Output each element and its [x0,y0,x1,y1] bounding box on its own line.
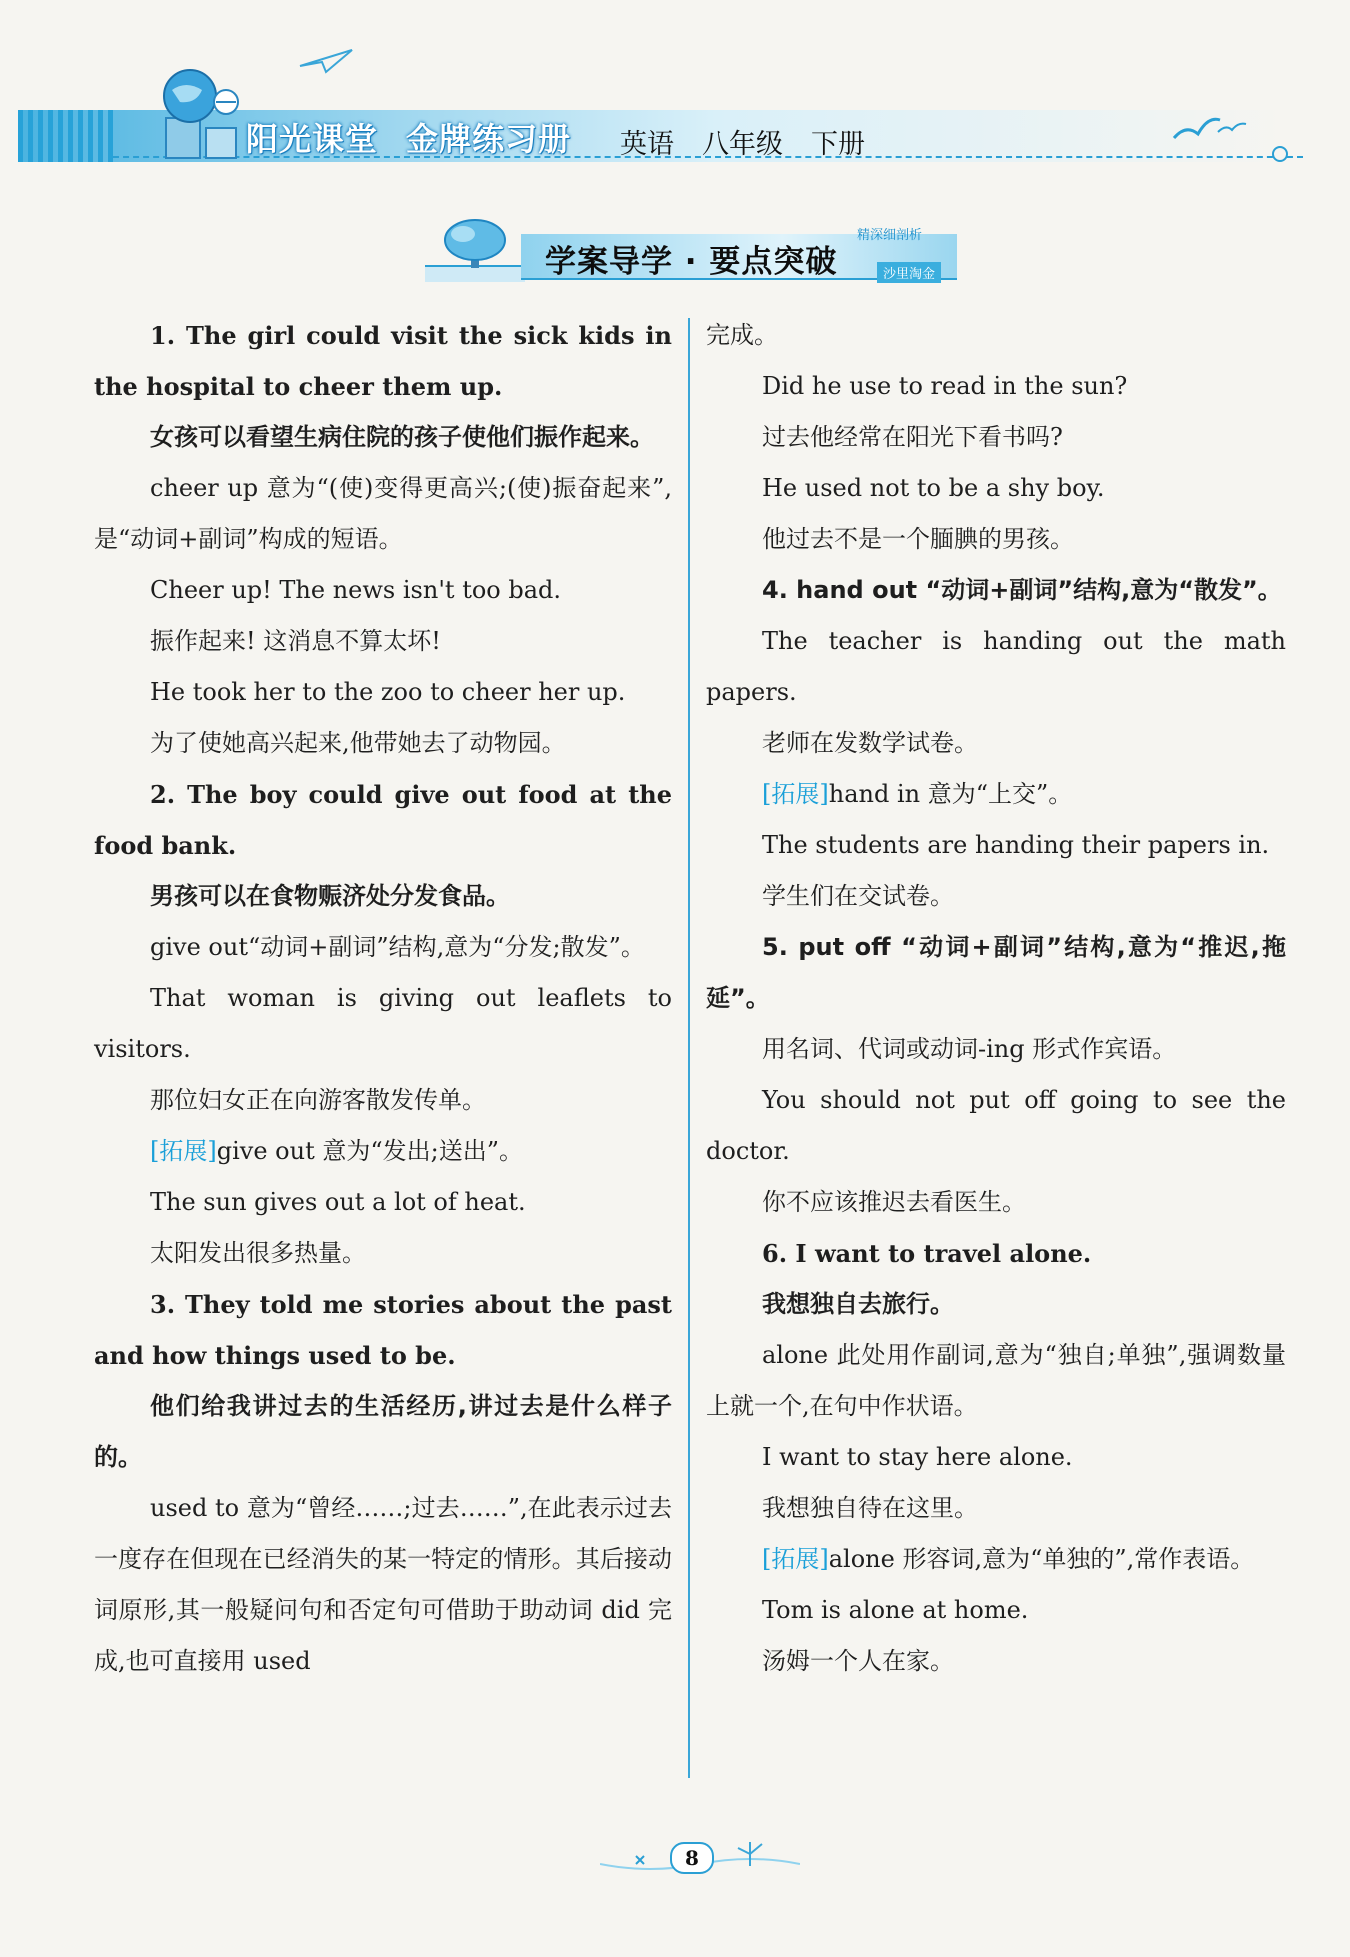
right-paragraph [706,1228,1286,1279]
paragraph-text: used to 意为“曾经……;过去……”,在此表示过去一度存在但现在已经消失的某一特定的情形。其后接动词原形,其一般疑问句和否定句可借助于助动词 did 完成,也可直接用 used [94,1494,672,1675]
page-header [18,40,1286,180]
paragraph-text: cheer up 意为“(使)变得更高兴;(使)振奋起来”,是“动词+副词”构成的短语。 [94,474,672,553]
left-paragraph [94,1228,672,1279]
paragraph-text: 5. put off “动词+副词”结构,意为“推迟,拖延”。 [706,933,1286,1012]
paragraph-text: 3. They told me stories about the past and how things used to be. [94,1290,672,1370]
right-paragraph [706,514,1286,565]
paragraph-text: 用名词、代词或动词-ing 形式作宾语。 [762,1035,1177,1063]
section-title: 学案导学 · 要点突破 [545,244,838,280]
expand-tag: [拓展] [762,780,829,808]
paragraph-text: alone 此处用作副词,意为“独自;单独”,强调数量上就一个,在句中作状语。 [706,1341,1286,1420]
paragraph-text: 你不应该推迟去看医生。 [762,1188,1026,1216]
right-paragraph [706,616,1286,718]
left-paragraph [94,718,672,769]
right-paragraph [706,820,1286,871]
left-paragraph [94,667,672,718]
right-paragraph [706,310,1286,361]
header-brand [246,114,599,160]
left-paragraph [94,616,672,667]
left-paragraph [94,1483,672,1687]
paragraph-text: 6. I want to travel alone. [762,1239,1092,1268]
section-tag-1: 精深细剖析 [857,228,923,243]
paragraph-text: 男孩可以在食物赈济处分发食品。 [150,882,510,910]
left-paragraph [94,412,672,463]
right-paragraph [706,1177,1286,1228]
left-paragraph [94,1279,672,1381]
expand-tag: [拓展] [150,1137,217,1165]
section-tag-2: 沙里淘金 [877,262,941,283]
paragraph-text: Tom is alone at home. [762,1596,1029,1624]
right-paragraph [706,412,1286,463]
volume-label: 下册 [811,129,865,160]
birds-icon [1168,98,1258,148]
right-paragraph [706,565,1286,616]
left-paragraph [94,973,672,1075]
right-paragraph [706,871,1286,922]
paragraph-text: 老师在发数学试卷。 [762,729,978,757]
paragraph-text: 我想独自去旅行。 [762,1290,954,1318]
header-line-end [1272,146,1288,162]
expand-tag: [拓展] [762,1545,829,1573]
paragraph-text: 他们给我讲过去的生活经历,讲过去是什么样子的。 [94,1392,672,1471]
paragraph-text: alone 形容词,意为“单独的”,常作表语。 [828,1545,1255,1573]
right-paragraph [706,361,1286,412]
paragraph-text: You should not put off going to see the doctor. [706,1086,1286,1165]
subject-label: 英语 [620,129,674,160]
tree-icon [425,214,525,284]
right-paragraph [706,1534,1286,1585]
paragraph-text: 我想独自待在这里。 [762,1494,978,1522]
left-paragraph [94,463,672,565]
right-paragraph [706,922,1286,1024]
paragraph-text: give out“动词+副词”结构,意为“分发;散发”。 [150,933,645,961]
left-paragraph [94,1075,672,1126]
section-title-banner [425,214,955,284]
right-paragraph [706,1330,1286,1432]
right-paragraph [706,1279,1286,1330]
left-paragraph [94,1381,672,1483]
paragraph-text: 4. hand out “动词+副词”结构,意为“散发”。 [762,576,1282,604]
brand-name-2: 金牌练习册 [406,120,572,158]
globe-logo-icon [146,60,256,160]
paper-plane-icon [296,46,356,76]
right-paragraph [706,1432,1286,1483]
left-paragraph [94,871,672,922]
right-paragraph [706,1024,1286,1075]
paragraph-text: 振作起来! 这消息不算太坏! [150,627,441,655]
paragraph-text: 完成。 [706,321,778,349]
paragraph-text: 那位妇女正在向游客散发传单。 [150,1086,486,1114]
right-paragraph [706,1075,1286,1177]
left-paragraph [94,1126,672,1177]
left-column [94,310,672,1687]
left-paragraph [94,922,672,973]
paragraph-text: Did he use to read in the sun? [762,372,1128,400]
paragraph-text: hand in 意为“上交”。 [828,780,1073,808]
right-column [706,310,1286,1687]
brand-name-1: 阳光课堂 [246,120,379,158]
paragraph-text: 1. The girl could visit the sick kids in the hospital to cheer them up. [94,321,672,401]
paragraph-text: 学生们在交试卷。 [762,882,954,910]
left-paragraph [94,310,672,412]
paragraph-text: 他过去不是一个腼腆的男孩。 [762,525,1074,553]
page-footer [600,1830,800,1880]
paragraph-text: give out 意为“发出;送出”。 [216,1137,523,1165]
paragraph-text: 汤姆一个人在家。 [762,1647,954,1675]
paragraph-text: The sun gives out a lot of heat. [150,1188,526,1216]
paragraph-text: 为了使她高兴起来,他带她去了动物园。 [150,729,566,757]
right-paragraph [706,1585,1286,1636]
paragraph-text: The teacher is handing out the math papers. [706,627,1286,706]
right-paragraph [706,1636,1286,1687]
header-subject [620,122,893,161]
column-divider [688,318,690,1778]
paragraph-text: 女孩可以看望生病住院的孩子使他们振作起来。 [150,423,654,451]
grade-label: 八年级 [702,129,783,160]
paragraph-text: 过去他经常在阳光下看书吗? [762,423,1063,451]
right-paragraph [706,1483,1286,1534]
right-paragraph [706,718,1286,769]
header-stripes [18,110,113,162]
paragraph-text: Cheer up! The news isn't too bad. [150,576,562,604]
page-number: 8 [670,1842,714,1874]
paragraph-text: 太阳发出很多热量。 [150,1239,366,1267]
left-paragraph [94,565,672,616]
left-paragraph [94,1177,672,1228]
paragraph-text: I want to stay here alone. [762,1443,1073,1471]
right-paragraph [706,463,1286,514]
paragraph-text: 2. The boy could give out food at the food bank. [94,780,672,860]
paragraph-text: He took her to the zoo to cheer her up. [150,678,626,706]
paragraph-text: The students are handing their papers in. [762,831,1270,859]
paragraph-text: He used not to be a shy boy. [762,474,1105,502]
left-paragraph [94,769,672,871]
paragraph-text: That woman is giving out leaflets to visitors. [94,984,672,1063]
right-paragraph [706,769,1286,820]
